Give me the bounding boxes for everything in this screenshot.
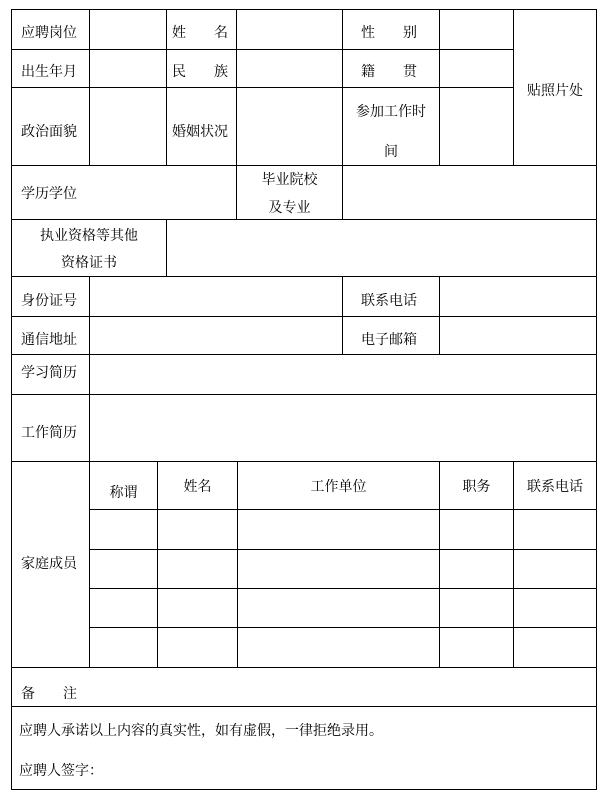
position-label: 应聘岗位 (21, 25, 77, 41)
family-header-name: 姓名 (183, 479, 212, 495)
school-label: 毕业院校 (261, 172, 318, 188)
work-start-label: 参加工作时 (356, 104, 426, 120)
qualification-label: 执业资格等其他 (40, 228, 138, 244)
family-row[interactable] (90, 589, 596, 627)
email-label: 电子邮箱 (361, 332, 417, 348)
email-field[interactable] (440, 317, 596, 354)
school-field[interactable] (343, 166, 596, 219)
grid-line (342, 276, 343, 355)
work-history-field[interactable] (90, 395, 596, 461)
native-place-field[interactable] (440, 50, 513, 87)
gender-label: 性 别 (361, 25, 417, 41)
family-header-title: 职务 (462, 479, 491, 495)
grid-line (11, 789, 597, 790)
native-place-label: 籍 贯 (361, 64, 417, 80)
name-field[interactable] (237, 10, 342, 49)
id-label: 身份证号 (21, 293, 77, 309)
study-history-label: 学习简历 (21, 365, 77, 381)
education-field[interactable] (90, 166, 236, 219)
phone-field[interactable] (440, 277, 596, 316)
position-field[interactable] (90, 10, 166, 49)
grid-line (596, 9, 597, 790)
marital-label: 婚姻状况 (172, 124, 228, 140)
application-form (11, 9, 597, 790)
phone-label: 联系电话 (361, 293, 417, 309)
family-row[interactable] (90, 510, 596, 549)
work-start-label-cont: 间 (384, 144, 398, 160)
school-label-cont: 及专业 (268, 200, 311, 216)
grid-line (11, 9, 12, 790)
photo-label: 贴照片处 (527, 83, 583, 99)
id-field[interactable] (90, 277, 342, 316)
family-header-relation: 称谓 (109, 485, 138, 501)
work-start-field[interactable] (440, 88, 513, 165)
remarks-field[interactable] (90, 668, 596, 706)
signature-label: 应聘人签字： (19, 763, 103, 779)
address-field[interactable] (90, 317, 342, 354)
family-header-employer: 工作单位 (310, 479, 367, 495)
signature-field[interactable] (121, 755, 321, 785)
work-history-label: 工作简历 (21, 425, 77, 441)
birth-label: 出生年月 (21, 64, 77, 80)
grid-line (166, 9, 167, 166)
marital-field[interactable] (237, 88, 342, 165)
education-label: 学历学位 (21, 186, 77, 202)
pledge-text: 应聘人承诺以上内容的真实性，如有虚假，一律拒绝录用。 (19, 723, 383, 739)
family-row[interactable] (90, 628, 596, 667)
birth-field[interactable] (90, 50, 166, 87)
ethnicity-label: 民 族 (172, 64, 228, 80)
qualification-field[interactable] (167, 220, 596, 276)
grid-line (11, 461, 597, 462)
remarks-label: 备 注 (21, 686, 77, 702)
family-row[interactable] (90, 550, 596, 588)
grid-line (11, 706, 597, 707)
political-field[interactable] (90, 88, 166, 165)
gender-field[interactable] (440, 10, 513, 49)
study-history-field[interactable] (90, 355, 596, 394)
name-label: 姓 名 (172, 25, 228, 41)
ethnicity-field[interactable] (237, 50, 342, 87)
family-label: 家庭成员 (21, 556, 77, 572)
qualification-label-cont: 资格证书 (61, 255, 117, 271)
address-label: 通信地址 (21, 332, 77, 348)
family-header-phone: 联系电话 (527, 479, 583, 495)
political-label: 政治面貌 (21, 124, 77, 140)
